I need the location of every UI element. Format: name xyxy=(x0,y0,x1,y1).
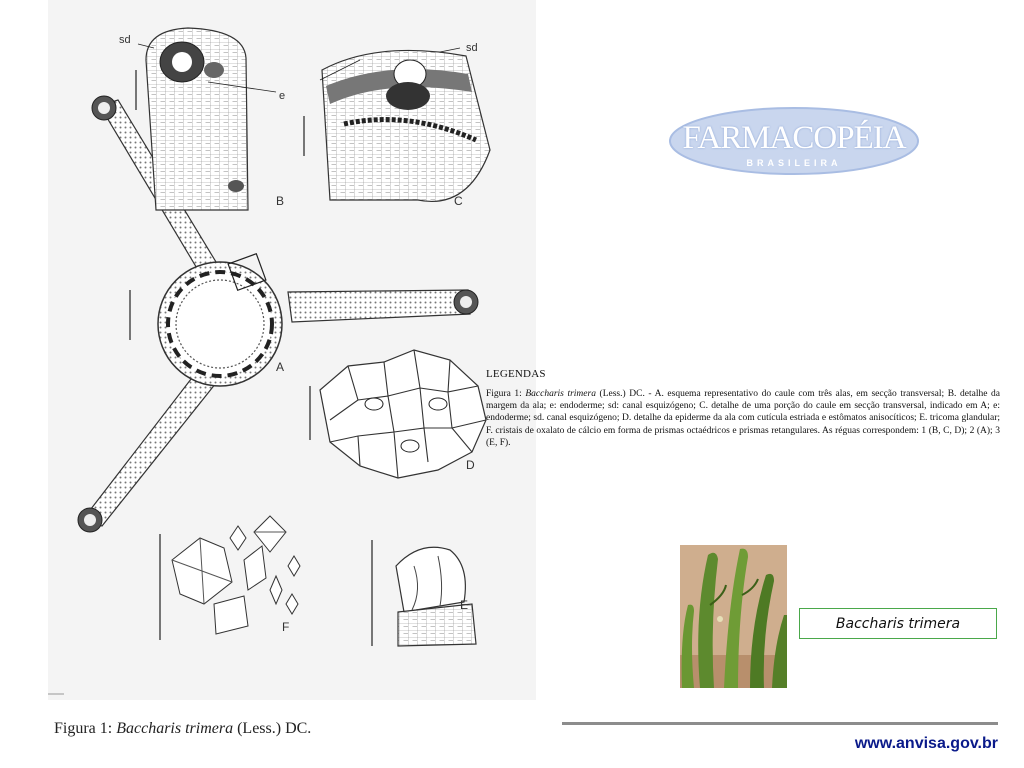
panel-letter-f: F xyxy=(282,620,290,634)
figure-caption xyxy=(54,720,311,738)
panel-b-wing-margin xyxy=(136,28,276,210)
legend-heading: LEGENDAS xyxy=(486,368,546,380)
plant-photo-drawing xyxy=(680,545,787,688)
label-e: e xyxy=(279,90,286,102)
farmacopeia-logo xyxy=(668,106,920,176)
caption-suffix: (Less.) DC. xyxy=(233,720,312,737)
figure-drawing xyxy=(48,0,536,700)
plant-photo xyxy=(680,545,787,688)
legend-prefix: Figura 1: xyxy=(486,389,526,399)
logo-word: FARMACOPÉIA xyxy=(682,120,906,156)
label-sd-left: sd xyxy=(119,34,131,46)
footer-divider xyxy=(562,722,998,725)
footer-url[interactable]: www.anvisa.gov.br xyxy=(854,735,998,752)
botanical-figure xyxy=(48,0,536,700)
panel-d-epidermis xyxy=(310,350,486,478)
panel-c-stem-portion xyxy=(304,48,490,201)
logo-subtitle: BRASILEIRA xyxy=(746,158,842,168)
panel-f-crystals xyxy=(160,516,300,640)
caption-prefix: Figura 1: xyxy=(54,720,117,737)
legend-species: Baccharis trimera xyxy=(525,389,596,399)
label-sd-right: sd xyxy=(466,42,478,54)
panel-letter-e: E xyxy=(460,598,469,612)
panel-letter-b: B xyxy=(276,194,285,208)
panel-e-trichome xyxy=(372,540,476,646)
panel-letter-c: C xyxy=(454,194,463,208)
legend-body: (Less.) DC. - A. esquema representativo do caule com três alas, em secção transversal; B. detalhe da margem da ala; e: endoderme; sd: canal esquizógeno; C. detalhe de uma porção do caule em secção transversal, indicado em A; e: endoderme; sd. canal esquizógeno; D. detalhe da epiderme da ala com cutícula estriada e estômatos anisocíticos; E. tricoma glandular; F. cristais de oxalato de cálcio em forma de prismas octaédricos e prismas retangulares. As réguas correspondem: 1 (B, C, D); 2 (A); 3 (E, F). xyxy=(486,389,1000,448)
panel-letter-d: D xyxy=(466,458,475,472)
panel-letter-a: A xyxy=(276,360,285,374)
species-label: Baccharis trimera xyxy=(799,608,997,639)
caption-species: Baccharis trimera xyxy=(116,720,234,737)
legend-text xyxy=(486,388,1000,449)
